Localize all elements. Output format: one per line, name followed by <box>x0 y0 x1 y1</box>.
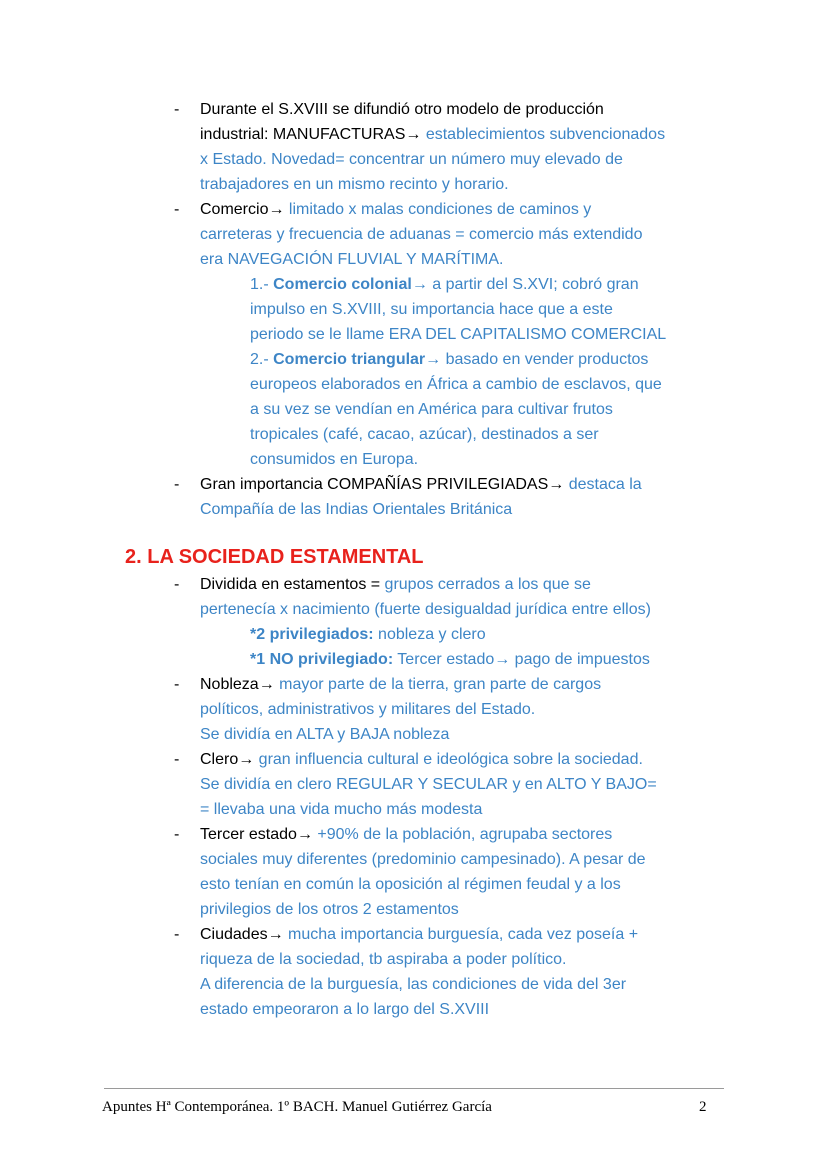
blue-text: destaca la <box>564 476 642 493</box>
arrow-icon: → <box>548 476 565 493</box>
bullet-manufacturas <box>0 97 828 122</box>
blue-text: grupos cerrados a los que se <box>384 576 591 593</box>
sub-line: tropicales (café, cacao, azúcar), destinados a ser <box>250 426 599 443</box>
blue-text: mucha importancia burguesía, cada vez poseía + <box>283 926 639 943</box>
sub-item-comercio-triangular <box>0 347 828 372</box>
bullet-dash: - <box>174 201 180 218</box>
bullet-line: estado empeoraron a lo largo del S.XVIII <box>200 1001 490 1018</box>
page-number: 2 <box>699 1099 707 1115</box>
bold-term: *2 privilegiados: <box>250 626 374 643</box>
footer-divider <box>104 1088 724 1089</box>
bullet-dash: - <box>174 476 180 493</box>
blue-text: +90% de la población, agrupaba sectores <box>312 826 613 843</box>
sub-line: consumidos en Europa. <box>250 451 419 468</box>
arrow-icon: → <box>267 926 284 943</box>
arrow-icon: → <box>238 751 255 768</box>
page-content <box>0 97 828 1022</box>
blue-text: mayor parte de la tierra, gran parte de cargos <box>274 676 602 693</box>
bullet-line: sociales muy diferentes (predominio campesinado). A pesar de <box>200 851 646 868</box>
section-heading: 2. LA SOCIEDAD ESTAMENTAL <box>125 546 424 568</box>
black-text: Gran importancia COMPAÑÍAS PRIVILEGIADAS <box>200 476 549 493</box>
bullet-dash: - <box>174 576 180 593</box>
sub-prefix: 2.- <box>250 351 274 368</box>
bullet-text: Durante el S.XVIII se difundió otro modelo de producción <box>200 101 604 118</box>
bullet-line <box>0 122 828 147</box>
sub-text: Tercer estado→ pago de impuestos <box>393 651 650 668</box>
sub-line: periodo se le llame ERA DEL CAPITALISMO COMERCIAL <box>250 326 667 343</box>
black-text: Comercio <box>200 201 269 218</box>
footer-text: Apuntes Hª Contemporánea. 1º BACH. Manuel Gutiérrez García <box>102 1099 492 1115</box>
sub-line: impulso en S.XVIII, su importancia hace que a este <box>250 301 613 318</box>
blue-text: establecimientos subvencionados <box>421 126 666 143</box>
bullet-line: x Estado. Novedad= concentrar un número muy elevado de <box>200 151 623 168</box>
bullet-line: esto tenían en común la oposición al régimen feudal y a los <box>200 876 621 893</box>
bullet-line: pertenecía x nacimiento (fuerte desigualdad jurídica entre ellos) <box>200 601 651 618</box>
sub-item-comercio-colonial <box>0 272 828 297</box>
bullet-line: políticos, administrativos y militares del Estado. <box>200 701 536 718</box>
sub-line: europeos elaborados en África a cambio de esclavos, que <box>250 376 662 393</box>
bold-term: *1 NO privilegiado: <box>250 651 394 668</box>
sub-text: → a partir del S.XVI; cobró gran <box>411 276 639 293</box>
arrow-icon: → <box>296 826 313 843</box>
bullet-dash: - <box>174 926 180 943</box>
bullet-line: = llevaba una vida mucho más modesta <box>200 801 483 818</box>
bullet-line: carreteras y frecuencia de aduanas = comercio más extendido <box>200 226 643 243</box>
bullet-estamentos <box>0 572 828 597</box>
bullet-dash: - <box>174 101 180 118</box>
bullet-dash: - <box>174 826 180 843</box>
bullet-dash: - <box>174 676 180 693</box>
black-text: Nobleza <box>200 676 259 693</box>
blue-text: gran influencia cultural e ideológica sobre la sociedad. <box>254 751 643 768</box>
bold-term: Comercio colonial <box>273 276 412 293</box>
bullet-line: privilegios de los otros 2 estamentos <box>200 901 459 918</box>
bullet-tercer-estado <box>0 822 828 847</box>
black-text: Dividida en estamentos = <box>200 576 385 593</box>
bullet-line: trabajadores en un mismo recinto y horario. <box>200 176 509 193</box>
black-text: Clero <box>200 751 239 768</box>
bullet-line: Compañía de las Indias Orientales Británica <box>200 501 513 518</box>
bullet-line: Se dividía en ALTA y BAJA nobleza <box>200 726 450 743</box>
bullet-line: A diferencia de la burguesía, las condiciones de vida del 3er <box>200 976 627 993</box>
bullet-dash: - <box>174 751 180 768</box>
sub-item-no-privilegiado <box>0 647 828 672</box>
bullet-companias <box>0 472 828 497</box>
sub-item-privilegiados <box>0 622 828 647</box>
bullet-line: era NAVEGACIÓN FLUVIAL Y MARÍTIMA. <box>200 251 504 268</box>
bullet-ciudades <box>0 922 828 947</box>
black-text: Tercer estado <box>200 826 297 843</box>
sub-line: a su vez se vendían en América para cultivar frutos <box>250 401 613 418</box>
bullet-clero <box>0 747 828 772</box>
bullet-comercio <box>0 197 828 222</box>
bullet-nobleza <box>0 672 828 697</box>
sub-text: → basado en vender productos <box>425 351 649 368</box>
blue-text: limitado x malas condiciones de caminos y <box>284 201 592 218</box>
black-text: industrial: MANUFACTURAS <box>200 126 406 143</box>
bullet-line: riqueza de la sociedad, tb aspiraba a poder político. <box>200 951 567 968</box>
sub-prefix: 1.- <box>250 276 274 293</box>
arrow-icon: → <box>405 126 422 143</box>
black-text: Ciudades <box>200 926 268 943</box>
bold-term: Comercio triangular <box>273 351 426 368</box>
arrow-icon: → <box>258 676 275 693</box>
arrow-icon: → <box>268 201 285 218</box>
bullet-line: Se dividía en clero REGULAR Y SECULAR y en ALTO Y BAJO= <box>200 776 657 793</box>
sub-text: nobleza y clero <box>373 626 486 643</box>
